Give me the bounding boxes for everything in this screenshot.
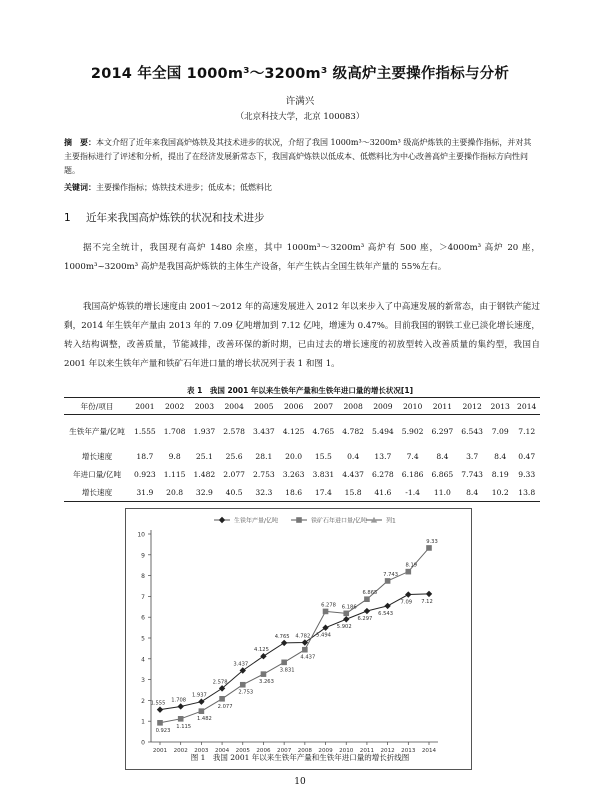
y-tick-label: 5 [141, 635, 145, 643]
table-cell: 8.19 [491, 469, 509, 479]
table-year-header: 2008 [338, 398, 368, 415]
legend-label-1: 铁矿石年进口量/亿吨 [311, 517, 368, 525]
table-cell: 7.12 [518, 426, 536, 436]
data-label-s0: 4.765 [274, 633, 290, 640]
data-label-s1: 6.278 [321, 602, 336, 609]
table-row [64, 465, 540, 483]
table-cell: 18.7 [136, 451, 154, 461]
keywords [64, 182, 534, 193]
table-year-header: 2002 [160, 398, 190, 415]
table-cell: 1.708 [163, 426, 186, 436]
y-tick-label: 8 [141, 573, 145, 581]
abstract [64, 136, 534, 178]
data-label-s1: 1.115 [176, 723, 192, 730]
table-cell: 6.543 [461, 426, 483, 436]
data-label-s1: 1.482 [196, 716, 212, 723]
data-point-s1 [240, 682, 246, 688]
x-tick-label: 2010 [339, 748, 354, 752]
legend-label-2: 列1 [386, 517, 396, 525]
data-point-s0 [177, 703, 183, 709]
x-tick-label: 2011 [359, 748, 375, 752]
data-label-s0: 5.494 [316, 632, 331, 639]
table-year-header: 2009 [368, 398, 398, 415]
data-label-s1: 7.743 [383, 571, 399, 578]
table-cell: 9.33 [518, 469, 536, 479]
x-tick-label: 2003 [194, 748, 209, 752]
table-cell: 25.6 [225, 451, 243, 461]
x-tick-label: 2012 [380, 748, 395, 752]
author-affiliation: （北京科技大学，北京 100083） [235, 112, 365, 122]
table-cell: 8.4 [466, 487, 479, 497]
data-label-s1: 6.865 [362, 590, 378, 597]
table-cell: 13.8 [518, 487, 536, 497]
data-point-s0 [405, 591, 411, 597]
table-cell: 40.5 [225, 487, 243, 497]
table-cell: 25.1 [195, 451, 213, 461]
data-label-s1: 3.263 [259, 679, 274, 686]
data-point-s1 [302, 647, 308, 653]
table-year-header: 2007 [309, 398, 339, 415]
table-year-header: 2006 [279, 398, 309, 415]
table-cell: 4.765 [312, 426, 335, 436]
table-cell: 15.5 [314, 451, 332, 461]
data-label-s1: 2.753 [238, 689, 254, 696]
table-cell: 5.902 [401, 426, 424, 436]
table-cell: 20.0 [285, 451, 303, 461]
y-tick-label: 3 [141, 677, 145, 685]
x-tick-label: 2009 [318, 748, 333, 752]
table-cell: 5.494 [372, 426, 394, 436]
data-table [64, 397, 540, 502]
data-point-s1 [199, 708, 205, 714]
table-year-header: 2004 [219, 398, 249, 415]
author-name: 许满兴 [285, 96, 315, 107]
data-label-s1: 8.19 [405, 562, 418, 569]
data-label-s1: 9.33 [426, 538, 438, 545]
x-tick-label: 2005 [235, 748, 250, 752]
abstract-label: 摘 要： [64, 138, 96, 147]
section-title: 近年来我国高炉炼铁的状况和技术进步 [86, 212, 265, 224]
body-paragraph-2: 我国高炉炼铁的增长速度由 2001～2012 年的高速发展进入 2012 年以来步入了中高速发展的新常态，由于钢铁产能过剩，2014 年生铁年产量由 2013 年的 7.09 亿吨增加到 7.12 亿吨，增速为 0.47%。目前我国的钢铁工业已淡化增长速度，转入结构调整，改善质量，节能减排，改善环保的新时期，已由过去的增长速度的初放型转入改善质量的集约型，我国自 2001 年以来生铁年产量和铁矿石年进口量的增长状况列于表 1 和图 1。 [64, 302, 540, 369]
table-cell: 1.482 [193, 469, 216, 479]
table-cell: 3.7 [466, 451, 479, 461]
data-point-s0 [364, 608, 370, 614]
table-cell: 7.4 [406, 451, 419, 461]
x-tick-label: 2013 [401, 748, 416, 752]
table-cell: 4.437 [342, 469, 364, 479]
table-cell: 4.125 [282, 426, 305, 436]
table-year-header: 2003 [190, 398, 220, 415]
data-point-s1 [426, 545, 432, 551]
table-cell: 7.09 [491, 426, 509, 436]
data-point-s0 [322, 625, 328, 631]
data-label-s0: 5.902 [336, 624, 352, 631]
data-label-s0: 2.578 [212, 679, 228, 686]
table-year-header: 2001 [130, 398, 160, 415]
data-point-s1 [219, 696, 225, 702]
table-header-label: 年份/项目 [64, 398, 130, 415]
legend-marker-0 [219, 517, 225, 523]
section-heading [64, 210, 265, 225]
table-cell: 0.47 [518, 451, 536, 461]
table-cell: 11.0 [433, 487, 451, 497]
table-cell: 6.278 [372, 469, 394, 479]
data-point-s0 [157, 706, 163, 712]
data-point-s1 [385, 578, 391, 584]
table-cell: -1.4 [405, 487, 420, 497]
legend-label-0: 生铁年产量/亿吨 [234, 517, 279, 525]
figure-caption: 图 1 我国 2001 年以来生铁年产量和生铁年进口量的增长折线图 [190, 753, 410, 762]
table-caption: 表 1 我国 2001 年以来生铁年产量和生铁年进口量的增长状况[1] [187, 386, 413, 395]
data-label-s1: 3.831 [279, 667, 295, 674]
table-cell: 6.186 [401, 469, 424, 479]
table-year-header: 2010 [398, 398, 428, 415]
table-cell: 32.3 [255, 487, 273, 497]
table-cell: 3.263 [282, 469, 305, 479]
table-cell: 32.9 [195, 487, 213, 497]
table-cell: 0.4 [347, 451, 360, 461]
data-label-s1: 4.437 [300, 654, 316, 661]
figure-1-chart [125, 508, 472, 770]
table-cell: 1.115 [163, 469, 186, 479]
y-tick-label: 4 [141, 656, 145, 664]
table-cell: 13.7 [374, 451, 392, 461]
table-cell: 15.8 [344, 487, 362, 497]
y-tick-label: 0 [141, 739, 145, 747]
data-label-s1: 2.077 [217, 703, 233, 710]
table-cell: 10.2 [491, 487, 509, 497]
table-cell: 41.6 [374, 487, 392, 497]
table-cell: 1.555 [134, 426, 156, 436]
table-cell: 6.865 [431, 469, 454, 479]
x-tick-label: 2007 [277, 748, 292, 752]
data-point-s1 [281, 660, 287, 666]
x-tick-label: 2006 [256, 748, 271, 752]
table-year-header: 2012 [457, 398, 487, 415]
table-cell: 28.1 [255, 451, 273, 461]
table-cell: 17.4 [314, 487, 332, 497]
y-tick-label: 10 [137, 531, 145, 539]
data-point-s0 [426, 591, 432, 597]
table-year-header: 2005 [249, 398, 279, 415]
table-cell: 1.937 [193, 426, 216, 436]
table-year-header: 2013 [487, 398, 513, 415]
data-point-s1 [364, 596, 370, 602]
table-cell: 3.831 [312, 469, 335, 479]
table-cell: 0.923 [134, 469, 156, 479]
y-tick-label: 1 [141, 718, 145, 726]
data-label-s1: 6.186 [341, 604, 357, 611]
data-label-s0: 1.937 [191, 692, 207, 699]
data-point-s0 [343, 616, 349, 622]
data-label-s1: 0.923 [155, 727, 171, 734]
data-label-s0: 1.555 [150, 700, 166, 707]
table-cell: 3.437 [253, 426, 275, 436]
data-point-s0 [198, 699, 204, 705]
table-row [64, 483, 540, 502]
data-label-s0: 6.297 [357, 616, 373, 623]
data-point-s0 [281, 640, 287, 646]
data-point-s1 [343, 611, 349, 617]
table-cell: 20.8 [166, 487, 184, 497]
table-cell: 18.6 [285, 487, 303, 497]
table-row [64, 415, 540, 448]
data-point-s1 [406, 569, 412, 575]
table-cell: 9.8 [168, 451, 181, 461]
data-label-s0: 7.12 [421, 598, 433, 605]
section-number: 1 [64, 212, 71, 224]
body-paragraph-1: 据不完全统计，我国现有高炉 1480 余座，其中 1000m³～3200m³ 高炉有 500 座，＞4000m³ 高炉 20 座，1000m³~3200m³ 高炉是我国高炉炼铁的主体生产设备，年产生铁占全国生铁年产量的 55%左右。 [64, 243, 540, 272]
data-label-s0: 1.708 [171, 697, 187, 704]
table-cell: 8.4 [494, 451, 507, 461]
data-label-s0: 7.09 [400, 599, 413, 606]
table-year-header: 2014 [513, 398, 540, 415]
paper-title: 2014 年全国 1000m³～3200m³ 级高炉主要操作指标与分析 [90, 66, 510, 82]
data-label-s0: 3.437 [233, 661, 249, 668]
data-point-s0 [260, 653, 266, 659]
table-cell: 2.753 [253, 469, 275, 479]
data-label-s0: 4.125 [254, 647, 269, 654]
table-cell: 31.9 [136, 487, 154, 497]
keywords-label: 关键词： [64, 183, 96, 192]
legend-marker-1 [296, 517, 302, 523]
data-point-s1 [261, 671, 267, 677]
y-tick-label: 9 [141, 552, 145, 560]
data-point-s1 [157, 720, 163, 726]
table-cell: 7.743 [461, 469, 483, 479]
table-row-label: 增长速度 [81, 451, 113, 461]
table-cell: 2.578 [223, 426, 245, 436]
table-cell: 8.4 [436, 451, 449, 461]
keywords-text: 主要操作指标；炼铁技术进步；低成本；低燃料比 [96, 183, 272, 192]
x-tick-label: 2001 [152, 748, 168, 752]
data-label-s0: 6.543 [378, 610, 394, 617]
table-row-label: 生铁年产量/亿吨 [69, 426, 125, 436]
data-label-s0: 4.782 [295, 633, 311, 640]
page-number: 10 [294, 777, 306, 787]
data-point-s0 [384, 603, 390, 609]
table-row [64, 447, 540, 465]
line-chart-svg [126, 509, 471, 752]
x-tick-label: 2002 [173, 748, 188, 752]
table-header-row [64, 398, 540, 415]
abstract-text: 本文介绍了近年来我国高炉炼铁及其技术进步的状况，介绍了我国 1000m³～3200m³ 级高炉炼铁的主要操作指标，并对其主要指标进行了评述和分析，提出了在经济发展新常态下，我国高炉炼铁以低成本、低燃料比为中心改善高炉主要操作指标方向性问题。 [64, 138, 532, 175]
table-row-label: 年进口量/亿吨 [72, 469, 122, 479]
table-cell: 4.782 [342, 426, 364, 436]
data-point-s1 [178, 716, 184, 722]
y-tick-label: 2 [141, 697, 145, 705]
data-point-s1 [323, 609, 329, 615]
table-row-label: 增长速度 [81, 487, 113, 497]
table-cell: 2.077 [223, 469, 245, 479]
y-tick-label: 6 [141, 614, 145, 622]
x-tick-label: 2014 [421, 748, 437, 752]
table-cell: 6.297 [431, 426, 454, 436]
table-year-header: 2011 [428, 398, 458, 415]
x-tick-label: 2004 [214, 748, 230, 752]
x-tick-label: 2008 [297, 748, 312, 752]
y-tick-label: 7 [141, 593, 145, 601]
